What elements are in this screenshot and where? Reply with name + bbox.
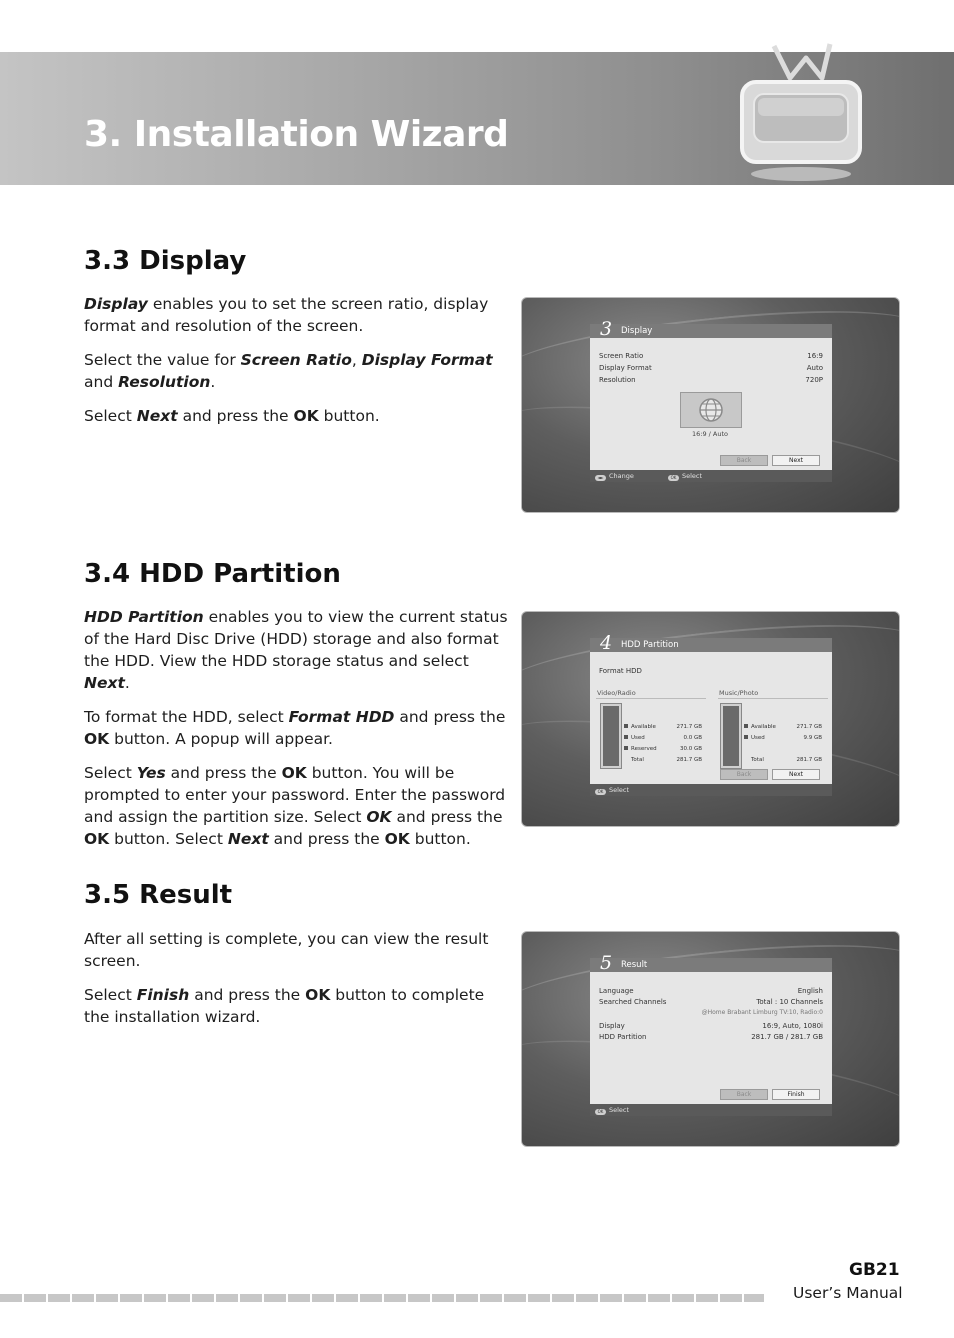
preview-caption: 16:9 / Auto	[691, 430, 728, 438]
paragraph: After all setting is complete, you can view the result screen.	[84, 930, 489, 970]
legend-value: 271.7 GB	[676, 724, 702, 730]
paragraph: Select Yes and press the OK button. You will be prompted to enter your password. Enter the password and assign the partition size. Select OK and press the OK button. Select Next and press the OK button.	[84, 764, 506, 848]
usage-fill	[603, 706, 619, 766]
hint-label: Change	[609, 472, 634, 480]
footer-hint	[668, 472, 702, 481]
legend-swatch	[624, 735, 628, 739]
legend-swatch	[624, 746, 628, 750]
hint-label: Select	[682, 472, 703, 480]
legend-value: 30.0 GB	[679, 746, 702, 752]
legend-label: Used	[631, 735, 645, 741]
result-screenshot	[521, 931, 900, 1147]
finish-button[interactable]: Finish	[772, 1089, 820, 1100]
display-window	[590, 318, 832, 482]
manual-label: User’s Manual	[793, 1284, 903, 1302]
footer-hint	[595, 1106, 629, 1115]
step-number: 5	[600, 952, 613, 974]
legend-label: Reserved	[631, 746, 657, 752]
section-text-display	[84, 293, 509, 439]
setting-label: Resolution	[599, 376, 636, 384]
legend-label: Available	[631, 724, 656, 730]
setting-value: 720P	[805, 376, 823, 384]
footer-hint	[595, 786, 629, 795]
result-row	[599, 1022, 823, 1030]
next-button[interactable]: Next	[772, 769, 820, 780]
legend-swatch	[624, 724, 628, 728]
window-header	[590, 318, 832, 340]
window-title: HDD Partition	[621, 640, 679, 650]
legend-value: 281.7 GB	[676, 757, 702, 763]
window-header	[590, 632, 832, 654]
setting-row[interactable]	[599, 352, 823, 360]
result-value: @Home Brabant Limburg TV:10, Radio:0	[701, 1009, 823, 1016]
ok-key-icon: OK	[595, 789, 606, 795]
legend-swatch	[744, 724, 748, 728]
setting-value: Auto	[806, 364, 823, 372]
divider	[596, 698, 706, 699]
window-title: Result	[621, 960, 648, 970]
legend-value: 271.7 GB	[796, 724, 822, 730]
setting-value: 16:9	[807, 352, 823, 360]
paragraph: To format the HDD, select Format HDD and press the OK button. A popup will appear.	[84, 708, 506, 748]
result-label: HDD Partition	[599, 1033, 647, 1041]
window-footer	[590, 784, 832, 796]
result-label: Display	[599, 1022, 625, 1030]
legend-row	[744, 724, 822, 730]
section-text-hdd	[84, 606, 509, 862]
globe-icon	[697, 396, 725, 424]
footer-hint	[595, 472, 634, 481]
arrows-key-icon: ◄►	[595, 475, 606, 481]
back-button[interactable]: Back	[720, 455, 768, 466]
footer-divider	[0, 1294, 764, 1302]
legend-value: 0.0 GB	[683, 735, 702, 741]
setting-label: Display Format	[599, 364, 652, 372]
legend-row	[744, 735, 822, 741]
ok-key-icon: OK	[595, 1109, 606, 1115]
legend-label: Used	[751, 735, 765, 741]
result-row	[599, 1033, 823, 1041]
result-row	[599, 998, 823, 1006]
column-label: Music/Photo	[719, 689, 759, 697]
divider	[718, 698, 828, 699]
result-window	[590, 952, 832, 1116]
legend-label: Total	[631, 757, 644, 763]
section-text-result	[84, 928, 509, 1040]
result-label: Language	[599, 987, 634, 995]
page-number: GB21	[849, 1260, 900, 1280]
legend-row	[624, 757, 702, 763]
hint-label: Select	[609, 786, 630, 794]
paragraph: Display enables you to set the screen ratio, display format and resolution of the screen.	[84, 295, 489, 335]
usage-fill	[723, 706, 739, 766]
header-banner	[0, 52, 954, 185]
step-number: 4	[600, 632, 613, 654]
section-heading-display: 3.3 Display	[84, 246, 247, 276]
back-button[interactable]: Back	[720, 769, 768, 780]
result-value: Total : 10 Channels	[756, 998, 823, 1006]
section-heading-hdd: 3.4 HDD Partition	[84, 559, 341, 589]
result-label: Searched Channels	[599, 998, 667, 1006]
video-usage-bar	[600, 703, 622, 769]
window-title: Display	[621, 326, 653, 336]
preview-box	[680, 392, 742, 428]
legend-value: 281.7 GB	[796, 757, 822, 763]
legend-label: Total	[751, 757, 764, 763]
back-button[interactable]: Back	[720, 1089, 768, 1100]
paragraph: HDD Partition enables you to view the current status of the Hard Disc Drive (HDD) storage and also format the HDD. View the HDD storage status and select Next.	[84, 608, 508, 692]
hint-label: Select	[609, 1106, 630, 1114]
setting-row[interactable]	[599, 364, 823, 372]
hdd-screenshot	[521, 611, 900, 827]
display-screenshot	[521, 297, 900, 513]
column-label: Video/Radio	[597, 689, 636, 697]
next-button[interactable]: Next	[772, 455, 820, 466]
result-value: 281.7 GB / 281.7 GB	[751, 1033, 823, 1041]
legend-row	[744, 757, 822, 763]
legend-row	[624, 735, 702, 741]
format-hdd-item[interactable]: Format HDD	[599, 667, 642, 675]
window-footer	[590, 1104, 832, 1116]
section-heading-result: 3.5 Result	[84, 880, 233, 910]
music-usage-bar	[720, 703, 742, 769]
result-row	[599, 987, 823, 995]
result-value: 16:9, Auto, 1080i	[762, 1022, 823, 1030]
paragraph: Select the value for Screen Ratio, Display Format and Resolution.	[84, 351, 493, 391]
legend-row	[624, 724, 702, 730]
legend-row	[624, 746, 702, 752]
legend-swatch	[744, 735, 748, 739]
setting-label: Screen Ratio	[599, 352, 644, 360]
paragraph: Select Finish and press the OK button to complete the installation wizard.	[84, 986, 485, 1026]
result-value: English	[797, 987, 823, 995]
page-title: 3. Installation Wizard	[84, 114, 509, 155]
window-footer	[590, 470, 832, 482]
legend-label: Available	[751, 724, 776, 730]
paragraph: Select Next and press the OK button.	[84, 407, 380, 425]
ok-key-icon: OK	[668, 475, 679, 481]
setting-row[interactable]	[599, 376, 823, 384]
window-header	[590, 952, 832, 974]
legend-value: 9.9 GB	[803, 735, 822, 741]
tv-icon	[734, 38, 874, 188]
step-number: 3	[600, 318, 613, 340]
hdd-window	[590, 632, 832, 796]
